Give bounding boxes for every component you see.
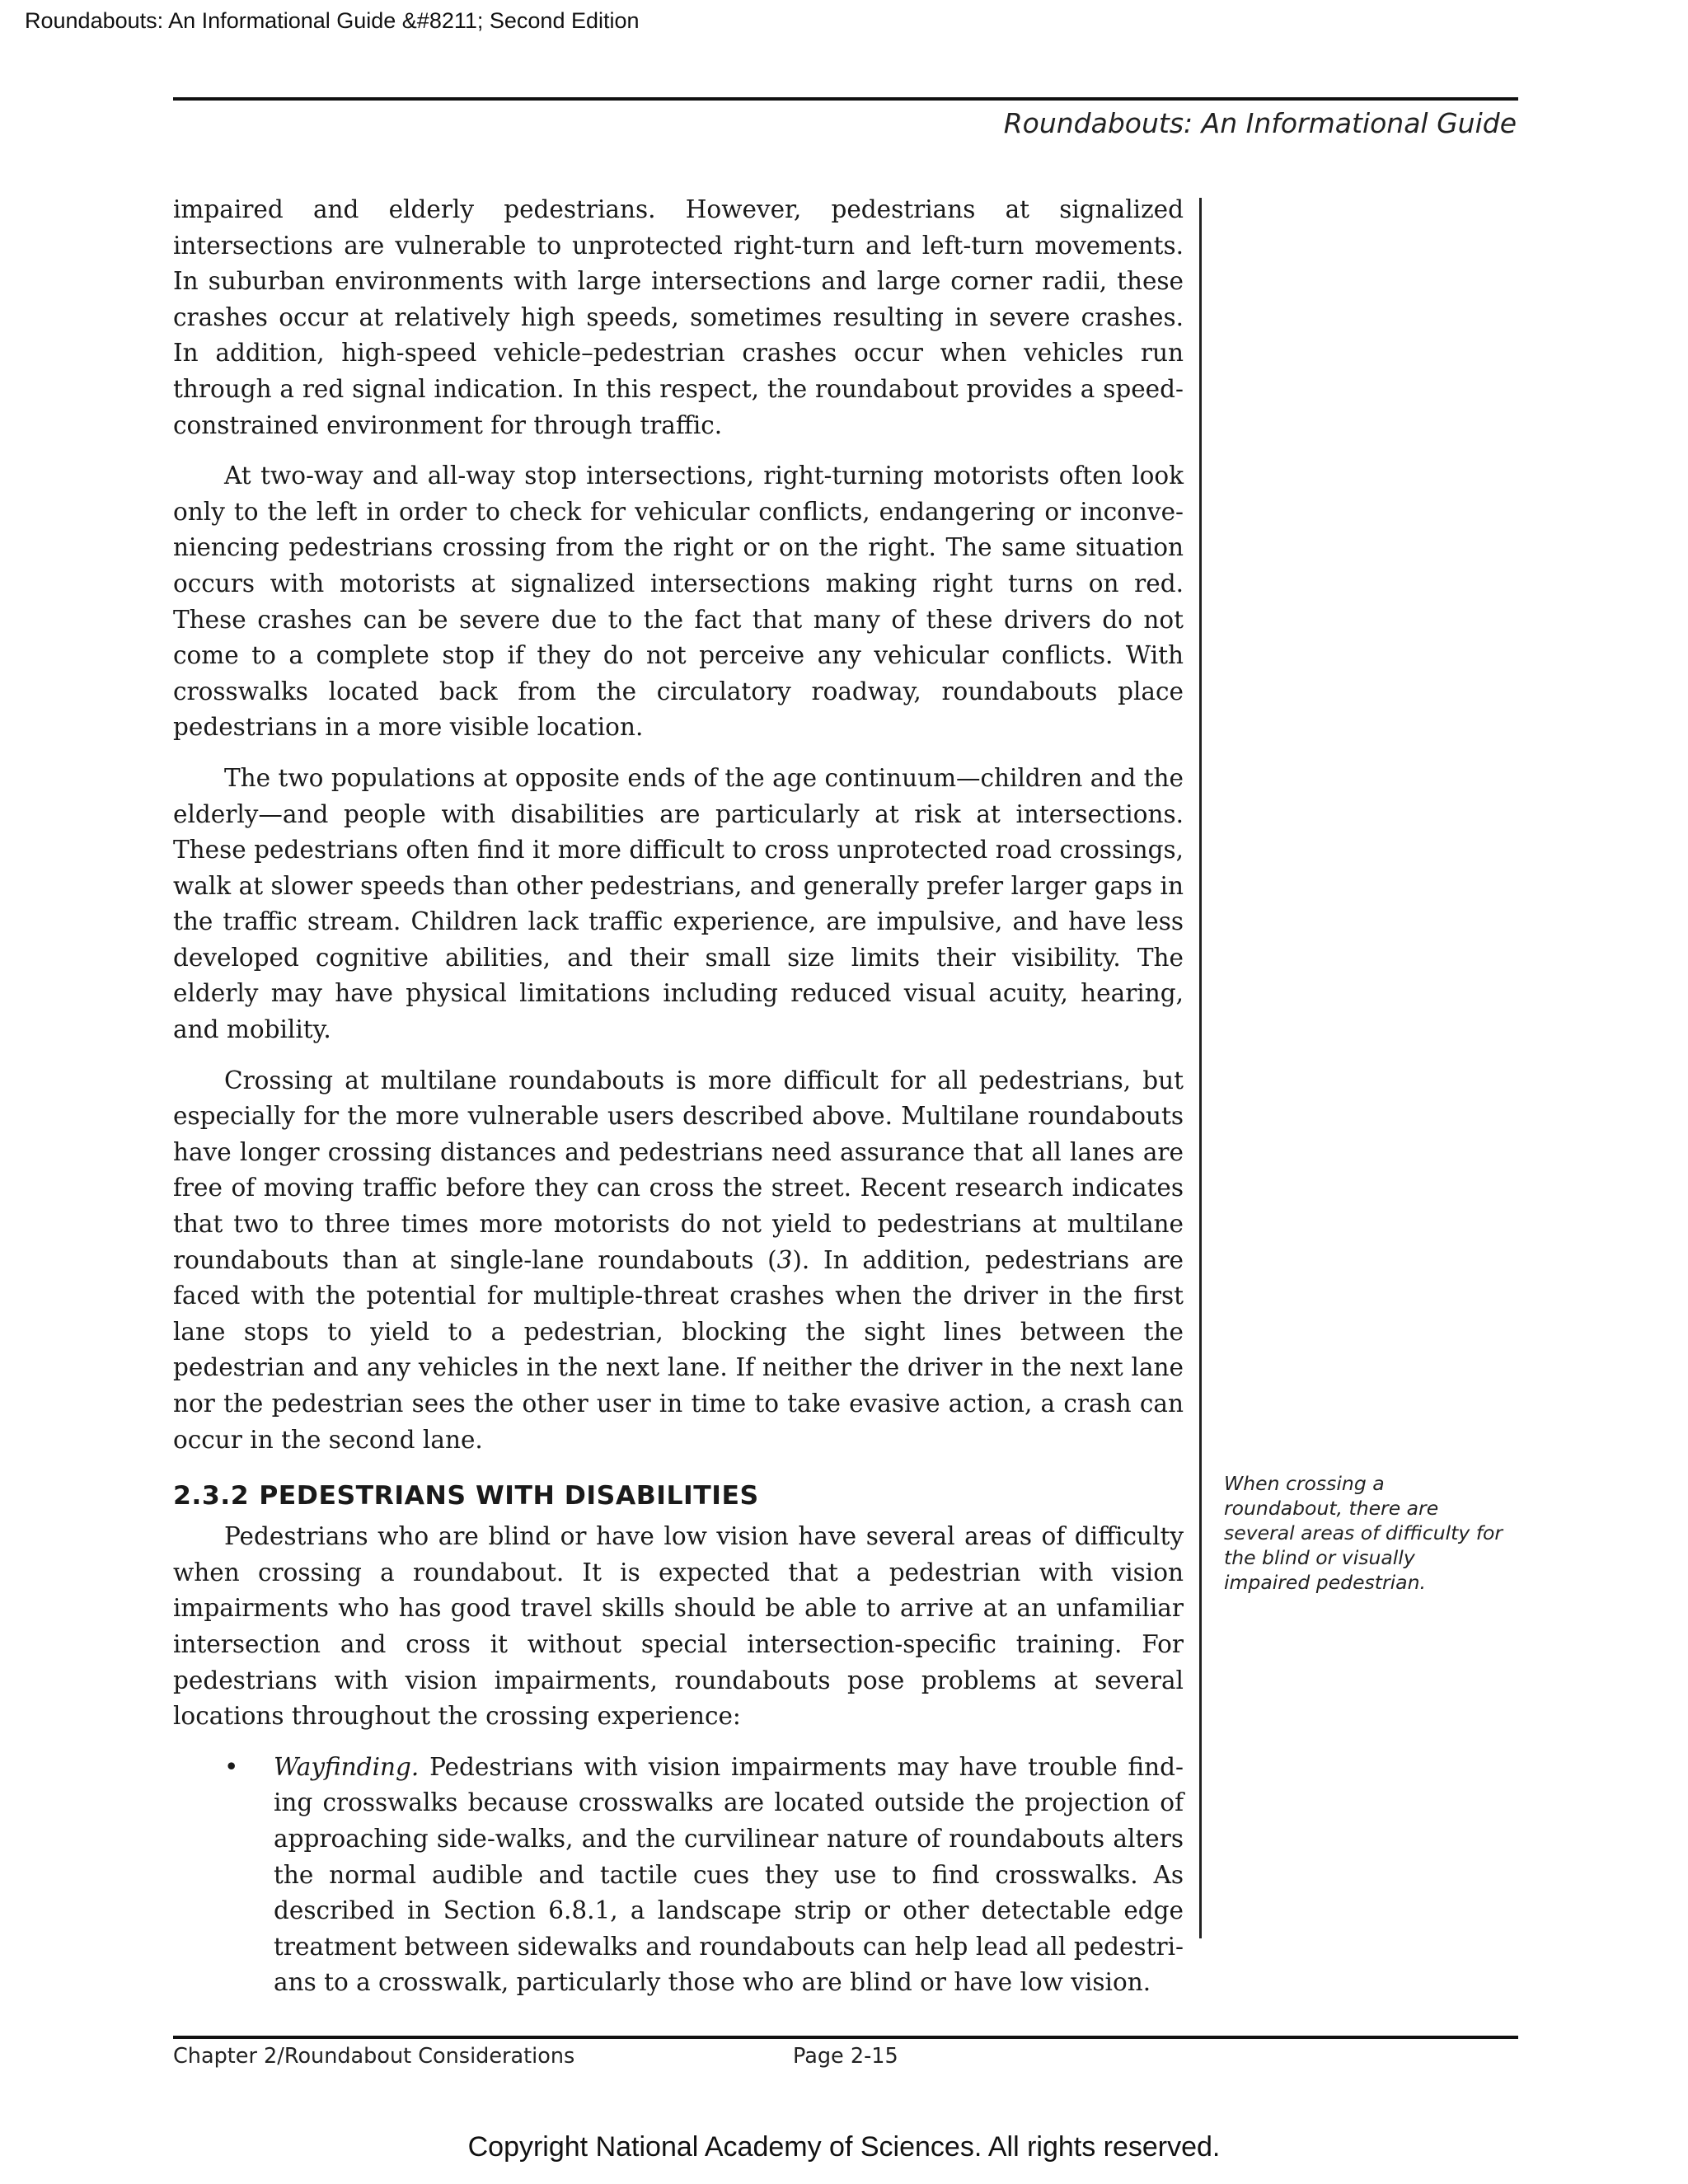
body-paragraph [173,1063,1184,1459]
bullet-marker: • [224,1752,239,1781]
margin-divider [1199,198,1202,1938]
citation-reference: 3 [776,1245,793,1274]
paragraph-text: Crossing at multilane roundabouts is more difficult for all pedestrians, but especially for the more vulnerable users described above. Multilane roundabouts have longer crossing distances and pedestrians need assurance that all lanes are free of moving traffic before they can cross the street. Recent research indicates that two to three times more motorists do not yield to pedestrians at multilane roundabouts than at single-lane roundabouts ( [173,1066,1184,1274]
paragraph-text: ). In addition, pedestrians are faced with the potential for multiple-threat crashes when the driver in the first lane stops to yield to a pedestrian, blocking the sight lines between the pedestrian and any vehicles in the next lane. If neither the driver in the next lane nor the pedestrian sees the other user in time to take evasive action, a crash can occur in the second lane. [173,1245,1184,1454]
section-heading [173,1479,1184,1512]
copyright-notice: Copyright National Academy of Sciences. All rights reserved. [467,2131,1221,2163]
section-number: 2.3.2 [173,1481,250,1511]
bottom-rule [173,2036,1518,2039]
body-column [173,192,1184,2001]
list-item [173,1750,1184,2001]
bullet-text: Pedestrians with vision impairments may have trouble finding crosswalks because crosswalks are located outside the projection of approaching side-walks, and the curvilinear nature of roundabouts alters the normal audible and tactile cues they use to find crosswalks. As described in Section 6.8.1, a landscape strip or other detectable edge treatment between sidewalks and roundabouts can help lead all pedestrians to a crosswalk, particularly those who are blind or have low vision. [274,1752,1184,1997]
bullet-list [173,1750,1184,2001]
body-paragraph: At two-way and all-way stop intersections, right-turning motorists often look only to the left in order to check for vehicular conflicts, endangering or inconveniencing pedestrians crossing from the right or on the right. The same situation occurs with motorists at signalized intersections making right turns on red. These crashes can be severe due to the fact that many of these drivers do not come to a complete stop if they do not perceive any vehicular conflicts. With crosswalks located back from the circulatory roadway, roundabouts place pedestrians in a more visible location. [173,462,1184,742]
body-paragraph: The two populations at opposite ends of the age continuum—children and the elderly—and people with disabilities are particularly at risk at intersections. These pedestrians often find it more difficult to cross unprotected road crossings, walk at slower speeds than other pedestrians, and generally prefer larger gaps in the traffic stream. Children lack traffic experience, are impulsive, and have less developed cognitive abilities, and their small size limits their visibility. The elderly may have physical limitations including reduced visual acuity, hearing, and mobility. [173,763,1184,1044]
section-title: PEDESTRIANS WITH DISABILITIES [259,1481,759,1511]
body-paragraph: Pedestrians who are blind or have low vision have several areas of difficulty when crossing a roundabout. It is expected that a pedestrian with vision impairments who has good travel skills should be able to arrive at an unfamiliar intersection and cross it without special intersection-specific training. For pedestrians with vision impairments, roundabouts pose problems at several locations throughout the crossing experience: [173,1522,1184,1731]
bullet-term: Wayfinding. [274,1752,420,1781]
browser-header-title: Roundabouts: An Informational Guide &#8211; Second Edition [25,8,640,33]
margin-note: When crossing a roundabout, there are several areas of difficulty for the blind or visually impaired pedestrian. [1224,1472,1503,1594]
footer-chapter: Chapter 2/Roundabout Considerations [173,2044,575,2069]
body-paragraph: impaired and elderly pedestrians. However, pedestrians at signalized intersections are vulnerable to unprotected right-turn and left-turn movements. In suburban environments with large intersections and large corner radii, these crashes occur at relatively high speeds, sometimes resulting in severe crashes. In addition, high-speed vehicle–pedestrian crashes occur when vehicles run through a red signal indication. In this respect, the roundabout provides a speed-constrained environment for through traffic. [173,195,1184,439]
footer-page-number: Page 2-15 [793,2044,898,2069]
running-head: Roundabouts: An Informational Guide [1003,107,1517,139]
top-rule [173,97,1518,101]
